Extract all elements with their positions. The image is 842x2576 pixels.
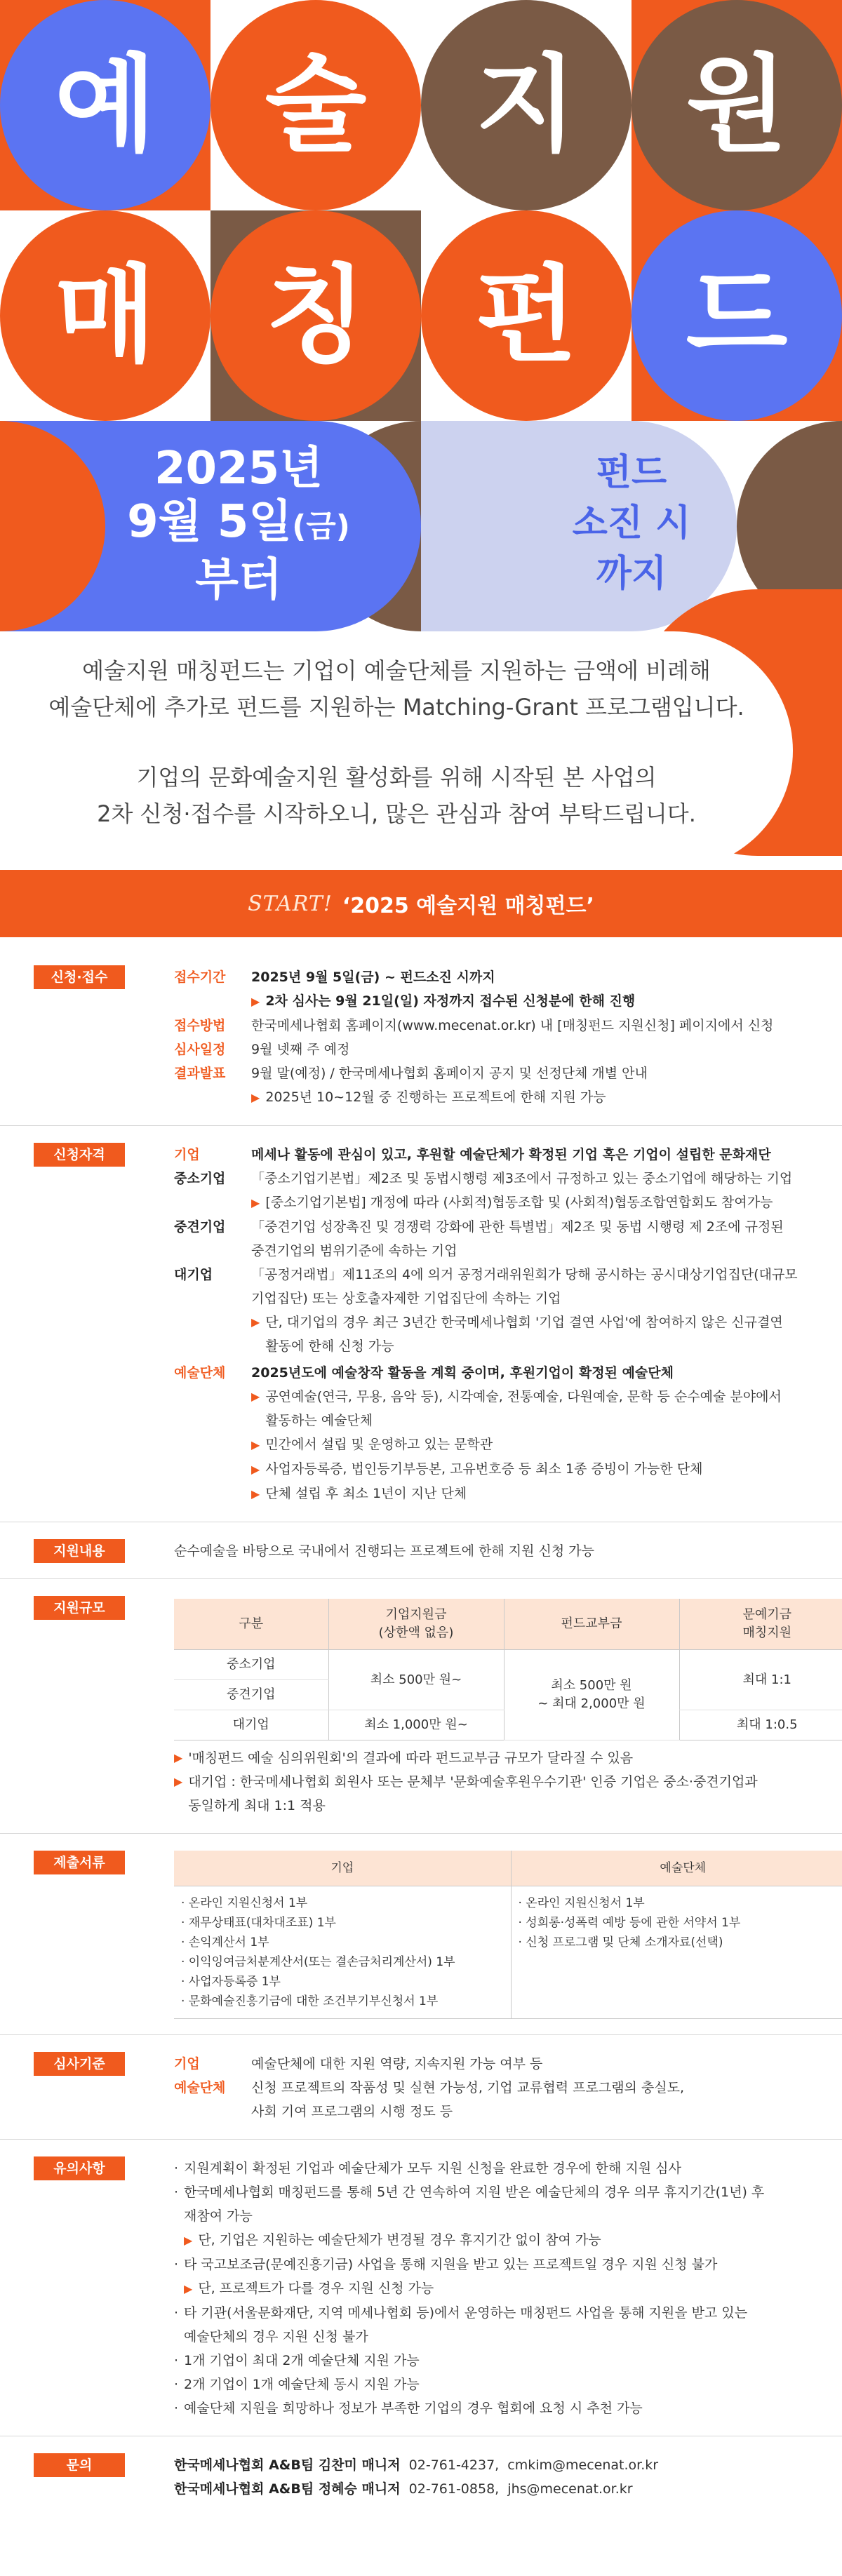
list-item: · 이익잉여금처분계산서(또는 결손금처리계산서) 1부: [181, 1955, 455, 1969]
date-year: 2025년: [154, 443, 323, 495]
list-item: · 손익계산서 1부: [181, 1936, 269, 1950]
hero-title-char: 예: [54, 44, 156, 166]
start-date: [105, 442, 372, 607]
hero-circle: [210, 0, 421, 210]
field-value: 신청 프로젝트의 작품성 및 실현 가능성, 기업 교류협력 프로그램의 충실도,: [251, 2080, 685, 2095]
note-item: 타 기관(서울문화재단, 지역 메세나협회 등)에서 운영하는 매칭펀드 사업을 통해 지원을 받고 있는: [184, 2305, 748, 2321]
hero-circle: [210, 210, 421, 421]
table-header: [679, 1599, 842, 1650]
field-value: 9월 넷째 주 예정: [251, 1042, 350, 1057]
section-scale: [0, 1596, 842, 1818]
divider: [0, 2034, 842, 2035]
field-note: [중소기업기본법] 개정에 따라 (사회적)협동조합 및 (사회적)협동조합연합회도 참여가능: [265, 1195, 773, 1210]
documents-table: [174, 1851, 842, 2019]
table-header-text: 기업지원금: [385, 1607, 447, 1622]
note-item: 2개 기업이 1개 예술단체 동시 지원 가능: [184, 2377, 420, 2392]
arrow-icon: ▶: [174, 1751, 183, 1764]
table-cell: [511, 1886, 842, 2019]
list-item: · 사업자등록증 1부: [181, 1975, 281, 1989]
hero-title-char: 매: [54, 255, 156, 377]
hero-circle: [421, 0, 632, 210]
field-value: 메세나 활동에 관심이 있고, 후원할 예술단체가 확정된 기업 혹은 기업이 설립한 문화재단: [251, 1147, 771, 1162]
hero-circle: [0, 210, 210, 421]
field-label: 중견기업: [174, 1219, 226, 1235]
field-note: 2025년 10~12월 중 진행하는 프로젝트에 한해 지원 가능: [265, 1089, 606, 1105]
section-tag: 신청자격: [34, 1143, 125, 1167]
note-item: 단, 프로젝트가 다를 경우 지원 신청 가능: [198, 2281, 434, 2296]
field-value: 9월 말(예정) / 한국메세나협회 홈페이지 공지 및 선정단체 개별 안내: [251, 1066, 648, 1081]
details: [0, 937, 842, 2529]
divider: [0, 1578, 842, 1579]
section-criteria: [0, 2052, 842, 2124]
section-tag: 지원규모: [34, 1596, 125, 1620]
note-item: 재참여 가능: [184, 2208, 253, 2224]
scale-table: [174, 1599, 842, 1740]
hero-title-char: 원: [686, 44, 788, 166]
program-title: ‘2025 예술지원 매칭펀드’: [342, 894, 594, 918]
divider: [0, 1833, 842, 1834]
table-cell: 최대 1:0.5: [679, 1710, 842, 1740]
field-value: 순수예술을 바탕으로 국내에서 진행되는 프로젝트에 한해 지원 신청 가능: [174, 1543, 594, 1559]
field-label: 접수기간: [174, 970, 226, 985]
list-item: · 신청 프로그램 및 단체 소개자료(선택): [518, 1936, 723, 1950]
table-row: [174, 1886, 842, 2019]
table-header-row: [174, 1851, 842, 1886]
field-label: 기업: [174, 2056, 200, 2072]
hero-cell: [210, 0, 421, 210]
list-item: · 온라인 지원신청서 1부: [181, 1896, 308, 1910]
until-line: 소진 시: [572, 502, 691, 544]
field-value: 중견기업의 범위기준에 속하는 기업: [251, 1243, 457, 1259]
contact-email[interactable]: cmkim@mecenat.or.kr: [507, 2457, 659, 2473]
hero-title-char: 드: [686, 255, 788, 377]
list-item: · 성희롱·성폭력 예방 등에 관한 서약서 1부: [518, 1916, 741, 1930]
contact-phone: 02-761-4237,: [408, 2457, 500, 2473]
arrow-icon: ▶: [251, 1196, 260, 1209]
hero-circle: [0, 0, 210, 210]
intro-paragraph: [0, 652, 793, 725]
until-line: 펀드: [596, 452, 667, 494]
start-script-text: START!: [248, 891, 333, 916]
hero-cell: [421, 210, 632, 421]
list-item: · 온라인 지원신청서 1부: [518, 1896, 645, 1910]
field-note: 2차 심사는 9월 21일(일) 자정까지 접수된 신청분에 한해 진행: [265, 993, 636, 1009]
table-cell: 대기업: [174, 1710, 328, 1740]
table-cell-text: ~ 최대 2,000만 원: [537, 1696, 646, 1711]
note-item: 예술단체 지원을 희망하나 정보가 부족한 기업의 경우 협회에 요청 시 추천 가능: [184, 2401, 643, 2416]
field-note: 활동하는 예술단체: [265, 1413, 373, 1428]
arrow-icon: ▶: [174, 1775, 183, 1788]
arrow-icon: ▶: [251, 1463, 260, 1476]
table-header: 기업: [174, 1851, 511, 1886]
section-tag: 제출서류: [34, 1851, 125, 1874]
field-label: 기업: [174, 1147, 200, 1162]
intro-section: [0, 631, 842, 870]
hero-cell: [632, 0, 842, 210]
field-note: 단, 대기업의 경우 최근 3년간 한국메세나협회 '기업 결연 사업'에 참여하지 않은 신규결연: [265, 1315, 783, 1330]
section-eligibility: [0, 1143, 842, 1506]
field-note: 활동에 한해 신청 가능: [265, 1339, 394, 1354]
field-value: 한국메세나협회 홈페이지(www.mecenat.or.kr) 내 [매칭펀드 지원신청] 페이지에서 신청: [251, 1018, 774, 1033]
field-label: 접수방법: [174, 1018, 226, 1033]
field-value: 예술단체에 대한 지원 역량, 지속지원 가능 여부 등: [251, 2056, 543, 2072]
note-item: 예술단체의 경우 지원 신청 불가: [184, 2329, 368, 2344]
until-line: 까지: [596, 553, 667, 595]
hero-cell: [210, 210, 421, 421]
note-item: 지원계획이 확정된 기업과 예술단체가 모두 지원 신청을 완료한 경우에 한해 지원 심사: [184, 2161, 681, 2176]
hero-cell: [421, 0, 632, 210]
field-value: 「중소기업기본법」제2조 및 동법시행령 제3조에서 규정하고 있는 중소기업에 해당하는 기업: [251, 1171, 793, 1186]
date-day-main: 9월 5일: [127, 496, 293, 548]
contact-phone: 02-761-0858,: [408, 2481, 500, 2497]
arrow-icon: ▶: [251, 1438, 260, 1451]
list-item: · 문화예술진흥기금에 대한 조건부기부신청서 1부: [181, 1994, 439, 2008]
field-note: 단체 설립 후 최소 1년이 지난 단체: [265, 1486, 467, 1501]
hero-poster: [0, 0, 842, 631]
intro-line: 2차 신청·접수를 시작하오니, 많은 관심과 참여 부탁드립니다.: [97, 800, 696, 827]
hero-title-char: 펀: [475, 255, 577, 377]
field-note: 대기업 : 한국메세나협회 회원사 또는 문체부 '문화예술후원우수기관' 인증 기업은 중소·중견기업과: [188, 1774, 758, 1790]
table-cell: 중소기업: [174, 1650, 328, 1680]
note-item: 한국메세나협회 매칭펀드를 통해 5년 간 연속하여 지원 받은 예술단체의 경우 의무 휴지기간(1년) 후: [184, 2185, 765, 2200]
hero-title-char: 칭: [265, 255, 367, 377]
field-value: 「공정거래법」제11조의 4에 의거 공정거래위원회가 당해 공시하는 공시대상기업집단(대규모: [251, 1267, 798, 1282]
section-tag: 유의사항: [34, 2156, 125, 2180]
field-value: 기업집단) 또는 상호출자제한 기업집단에 속하는 기업: [251, 1291, 561, 1306]
table-cell: 최대 1:1: [679, 1650, 842, 1710]
hero-cell: [0, 210, 210, 421]
arrow-icon: ▶: [251, 1390, 260, 1403]
field-note: 사업자등록증, 법인등기부등본, 고유번호증 등 최소 1종 증빙이 가능한 단체: [265, 1461, 703, 1477]
intro-paragraph: [0, 759, 793, 832]
arrow-icon: ▶: [251, 995, 260, 1008]
arrow-icon: ▶: [251, 1487, 260, 1501]
table-cell: [504, 1650, 679, 1740]
hero-circle: [421, 210, 632, 421]
intro-line: 예술단체에 추가로 펀드를 지원하는 Matching-Grant 프로그램입니다.: [48, 694, 744, 720]
field-label: 예술단체: [174, 2080, 226, 2095]
table-header: 펀드교부금: [504, 1599, 679, 1650]
decor-circle-orange: [0, 421, 105, 631]
section-content: [0, 1539, 842, 1563]
date-from: 부터: [195, 554, 282, 606]
field-label: 대기업: [174, 1267, 213, 1282]
table-cell: 최소 500만 원~: [328, 1650, 504, 1710]
arrow-icon: ▶: [251, 1091, 260, 1104]
table-cell: [174, 1886, 511, 2019]
date-day: [105, 495, 372, 554]
field-label: 심사일정: [174, 1042, 226, 1057]
table-header: 예술단체: [511, 1851, 842, 1886]
list-item: · 재무상태표(대차대조표) 1부: [181, 1916, 336, 1930]
table-cell-text: 최소 500만 원: [551, 1678, 632, 1693]
note-item: 1개 기업이 최대 2개 예술단체 지원 가능: [184, 2353, 420, 2368]
field-note: 공연예술(연극, 무용, 음악 등), 시각예술, 전통예술, 다원예술, 문학 등 순수예술 분야에서: [265, 1389, 782, 1404]
contact-email[interactable]: jhs@mecenat.or.kr: [507, 2481, 633, 2497]
table-header: 구분: [174, 1599, 328, 1650]
arrow-icon: ▶: [184, 2234, 193, 2247]
hero-title-char: 술: [265, 44, 367, 166]
date-weekday: (금): [292, 509, 350, 544]
table-header-row: [174, 1599, 842, 1650]
field-label: 예술단체: [174, 1365, 226, 1381]
contact-name: 한국메세나협회 A&B팀 정혜승 매니저: [174, 2481, 401, 2497]
field-note: 민간에서 설립 및 운영하고 있는 문학관: [265, 1437, 493, 1452]
section-contact: [0, 2453, 842, 2501]
section-tag: 신청·접수: [34, 965, 125, 989]
table-cell: 최소 1,000만 원~: [328, 1710, 504, 1740]
field-note: 동일하게 최대 1:1 적용: [188, 1798, 326, 1813]
table-row: [174, 1650, 842, 1680]
field-value: 2025년 9월 5일(금) ~ 펀드소진 시까지: [251, 970, 495, 985]
table-header-text: 매칭지원: [742, 1625, 792, 1640]
section-tag: 심사기준: [34, 2052, 125, 2076]
end-condition: [540, 448, 723, 599]
table-header: [328, 1599, 504, 1650]
intro-line: 기업의 문화예술지원 활성화를 위해 시작된 본 사업의: [136, 764, 657, 791]
note-item: 타 국고보조금(문예진흥기금) 사업을 통해 지원을 받고 있는 프로젝트일 경우 지원 신청 불가: [184, 2257, 718, 2272]
start-banner: [0, 870, 842, 937]
hero-cell: [632, 210, 842, 421]
hero-circle: [632, 0, 842, 210]
field-value: 2025년도에 예술창작 활동을 계획 중이며, 후원기업이 확정된 예술단체: [251, 1365, 674, 1381]
table-header-text: 문예기금: [742, 1607, 792, 1622]
divider: [0, 2139, 842, 2140]
contact-name: 한국메세나협회 A&B팀 김찬미 매니저: [174, 2457, 401, 2473]
section-apply: [0, 965, 842, 1110]
section-notes: 유의사항 · 지원계획이 확정된 기업과 예술단체가 모두 지원 신청을 완료한 경우에 한해 지원 심사 · 한국메세나협회 매칭펀드를 통해 5년 간 연속하여 지원 받은 예술단체의 경우 의무 휴지기간(1년) 후 재참여 가능 ▶ 단, 기업은 지원하는 예술단체가 변경될 경우 휴지기간 없이 참여 가능 · 타 국고보조금(문예진흥기금) 사업을 통해 지원을 받고 있는 프로젝트일 경우 지원 신청 불가 ▶ 단, 프로젝트가 다를 경우 지원 신청 가능 · 타 기관(서울문화재단, 지역 메세나협회 등)에서 운영하는 매칭펀드 사업을 통해 지원을 받고 있는 예술단체의 경우 지원 신청 불가 · 1개 기업이 최대 2개 예술단체 지원 가능 · 2개 기업이 1개 예술단체 동시 지원 가능 · 예술단체 지원을 희망하나 정보가 부족한 기업의 경우 협회에 요청 시 추천 가능: [0, 2156, 842, 2420]
section-tag: 문의: [34, 2453, 125, 2477]
arrow-icon: ▶: [184, 2282, 193, 2295]
intro-line: 예술지원 매칭펀드는 기업이 예술단체를 지원하는 금액에 비례해: [82, 657, 711, 684]
arrow-icon: ▶: [251, 1315, 260, 1329]
field-label: 결과발표: [174, 1066, 226, 1081]
hero-cell: [0, 0, 210, 210]
field-value: 사회 기여 프로그램의 시행 정도 등: [251, 2104, 453, 2119]
hero-title-char: 지: [475, 44, 577, 166]
field-value: 「중견기업 성장촉진 및 경쟁력 강화에 관한 특별법」제2조 및 동법 시행령 제 2조에 규정된: [251, 1219, 784, 1235]
table-cell: 중견기업: [174, 1680, 328, 1710]
table-header-text: (상한액 없음): [378, 1625, 454, 1640]
divider: [0, 1125, 842, 1126]
section-documents: [0, 1851, 842, 2019]
section-tag: 지원내용: [34, 1539, 125, 1563]
field-label: 중소기업: [174, 1171, 226, 1186]
note-item: 단, 기업은 지원하는 예술단체가 변경될 경우 휴지기간 없이 참여 가능: [198, 2232, 601, 2248]
field-note: '매칭펀드 예술 심의위원회'의 결과에 따라 펀드교부금 규모가 달라질 수 있음: [188, 1750, 634, 1766]
hero-circle: [632, 210, 842, 421]
